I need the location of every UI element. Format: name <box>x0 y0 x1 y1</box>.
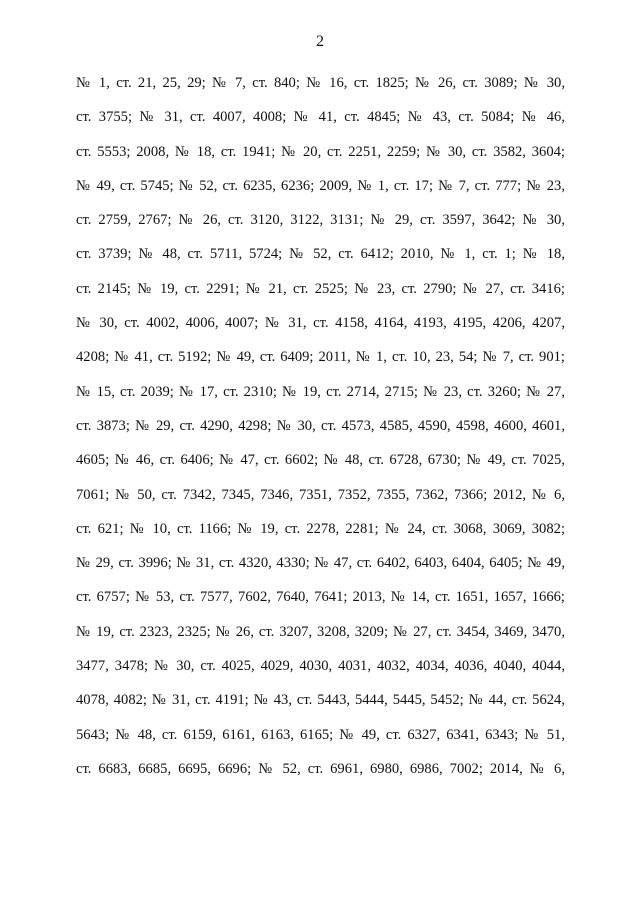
text-line-1: № 1, ст. 21, 25, 29; № 7, ст. 840; № 16, ст. 1825; № 26, ст. 3089; № 30, <box>76 75 565 91</box>
text-line-18: 3477, 3478; № 30, ст. 4025, 4029, 4030, 4031, 4032, 4034, 4036, 4040, 4044, <box>76 658 565 675</box>
text-line-16: ст. 6757; № 53, ст. 7577, 7602, 7640, 7641; 2013, № 14, ст. 1651, 1657, 1666; <box>76 589 565 606</box>
text-line-4: № 49, ст. 5745; № 52, ст. 6235, 6236; 2009, № 1, ст. 17; № 7, ст. 777; № 23, <box>76 177 565 194</box>
text-line-8: № 30, ст. 4002, 4006, 4007; № 31, ст. 4158, 4164, 4193, 4195, 4206, 4207, <box>76 315 565 332</box>
text-line-19: 4078, 4082; № 31, ст. 4191; № 43, ст. 5443, 5444, 5445, 5452; № 44, ст. 5624, <box>76 692 565 709</box>
text-line-3: ст. 5553; 2008, № 18, ст. 1941; № 20, ст. 2251, 2259; № 30, ст. 3582, 3604; <box>76 143 565 160</box>
text-line-6: ст. 3739; № 48, ст. 5711, 5724; № 52, ст. 6412; 2010, № 1, ст. 1; № 18, <box>76 246 565 263</box>
text-line-7: ст. 2145; № 19, ст. 2291; № 21, ст. 2525; № 23, ст. 2790; № 27, ст. 3416; <box>76 280 565 297</box>
text-line-12: 4605; № 46, ст. 6406; № 47, ст. 6602; № 48, ст. 6728, 6730; № 49, ст. 7025, <box>76 452 565 469</box>
text-line-5: ст. 2759, 2767; № 26, ст. 3120, 3122, 3131; № 29, ст. 3597, 3642; № 30, <box>76 212 565 229</box>
text-line-2: ст. 3755; № 31, ст. 4007, 4008; № 41, ст. 4845; № 43, ст. 5084; № 46, <box>76 109 565 126</box>
text-line-15: № 29, ст. 3996; № 31, ст. 4320, 4330; № 47, ст. 6402, 6403, 6404, 6405; № 49, <box>76 555 565 572</box>
text-line-20: 5643; № 48, ст. 6159, 6161, 6163, 6165; № 49, ст. 6327, 6341, 6343; № 51, <box>76 726 565 743</box>
text-line-21: ст. 6683, 6685, 6695, 6696; № 52, ст. 6961, 6980, 6986, 7002; 2014, № 6, <box>76 760 565 777</box>
text-line-10: № 15, ст. 2039; № 17, ст. 2310; № 19, ст. 2714, 2715; № 23, ст. 3260; № 27, <box>76 383 565 400</box>
page-number: 2 <box>316 33 324 50</box>
text-line-11: ст. 3873; № 29, ст. 4290, 4298; № 30, ст. 4573, 4585, 4590, 4598, 4600, 4601, <box>76 417 565 434</box>
text-line-9: 4208; № 41, ст. 5192; № 49, ст. 6409; 2011, № 1, ст. 10, 23, 54; № 7, ст. 901; <box>76 349 565 366</box>
text-line-14: ст. 621; № 10, ст. 1166; № 19, ст. 2278, 2281; № 24, ст. 3068, 3069, 3082; <box>76 520 565 537</box>
text-line-17: № 19, ст. 2323, 2325; № 26, ст. 3207, 3208, 3209; № 27, ст. 3454, 3469, 3470, <box>76 623 565 640</box>
document-body-text <box>76 66 565 786</box>
text-line-13: 7061; № 50, ст. 7342, 7345, 7346, 7351, 7352, 7355, 7362, 7366; 2012, № 6, <box>76 486 565 503</box>
